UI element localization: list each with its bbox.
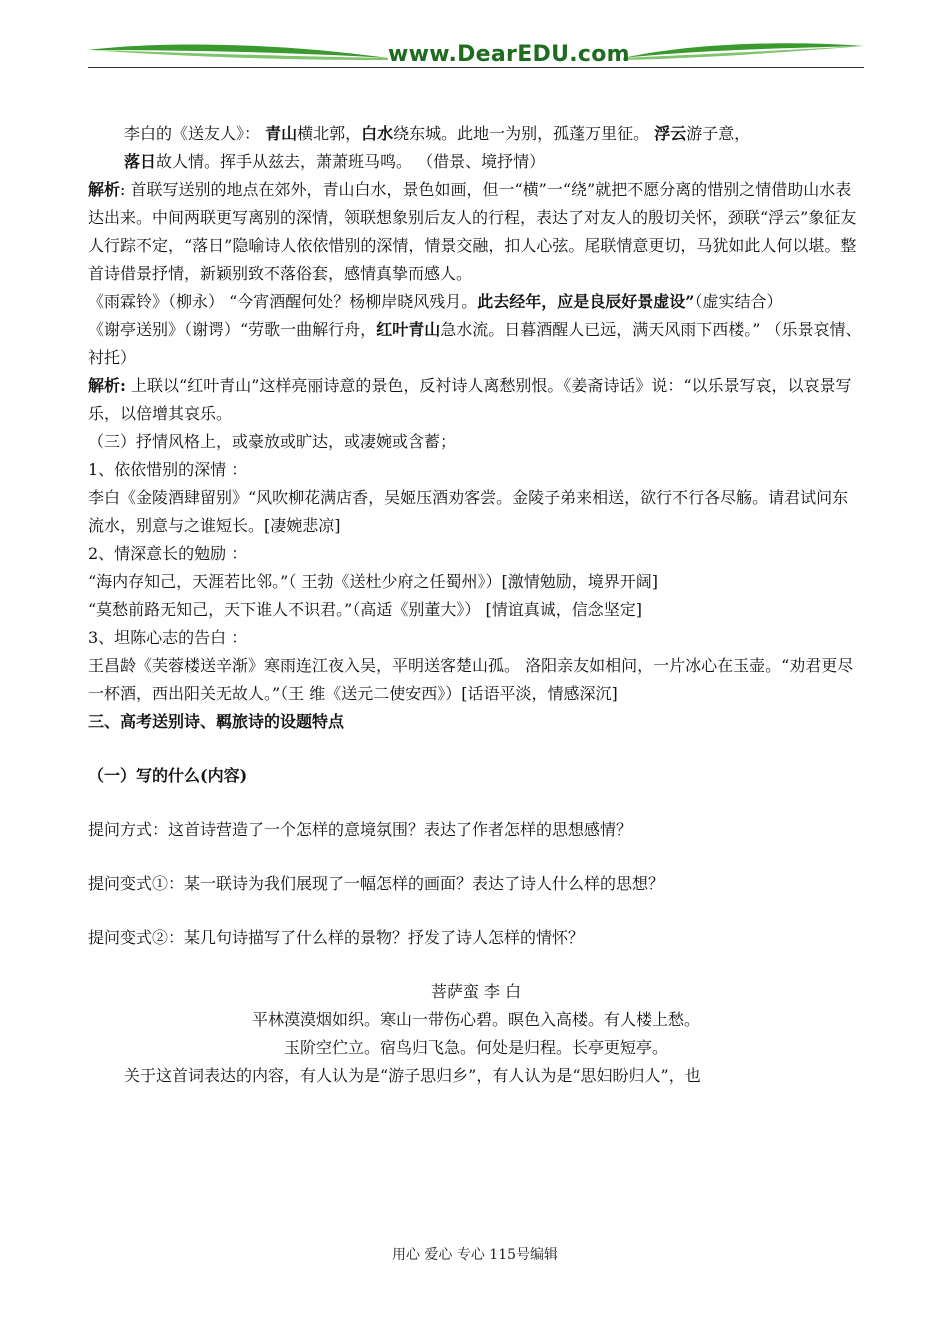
poem-emphasis: 此去经年，应是良辰好景虚设” [477, 292, 695, 311]
poem-text: 急水流。日暮酒醒人已远，满天风雨下西楼。” （乐景哀情、衬托） [88, 320, 862, 367]
question-3: 提问变式②：某几句诗描写了什么样的景物？抒发了诗人怎样的情怀？ [88, 928, 585, 947]
poem-text: （虚实结合） [694, 292, 783, 311]
poem-text: 《谢亭送别》（谢谔）“劳歌一曲解行舟， [88, 320, 377, 339]
section-3-heading: （三）抒情风格上，或豪放或旷达，或凄婉或含蓄； [88, 432, 457, 451]
poem-title: 菩萨蛮 李 白 [430, 982, 522, 1001]
question-2: 提问变式①：某一联诗为我们展现了一幅怎样的画面？表达了诗人什么样的思想？ [88, 874, 665, 893]
item-1-title: 1、依依惜别的深情 ： [88, 460, 248, 479]
poem-emphasis: 青山 [265, 124, 298, 143]
poem-emphasis: 白水 [361, 124, 394, 143]
analysis-text: 上联以“红叶青山”这样亮丽诗意的景色，反衬诗人离愁别恨。《姜斋诗话》说：“以乐景写哀，以哀景写乐，以倍增其哀乐。 [88, 376, 852, 423]
poem-text: 《雨霖铃》（柳永） “今宵酒醒何处？杨柳岸晓风残月。 [88, 292, 478, 311]
site-logo[interactable]: www.DearEDU.com [388, 42, 630, 67]
poem-emphasis: 落日 [124, 152, 157, 171]
poem-emphasis: 红叶青山 [376, 320, 441, 339]
subheading-1: （一）写的什么(内容) [88, 766, 248, 785]
poem-text: 绕东城。此地一为别，孤蓬万里征。 [393, 124, 655, 143]
poem-songyouren [88, 120, 864, 176]
item-2-line-2: “莫愁前路无知己，天下谁人不识君。”（高适《别董大》） [情谊真诚，信念坚定] [88, 600, 642, 619]
poem-text: 李白的《送友人》： [124, 124, 266, 143]
item-2-line-1: “海内存知己，天涯若比邻。”（ 王勃《送杜少府之任蜀州》）[激情勉励，境界开阔] [88, 572, 658, 591]
analysis-paragraph-2 [88, 372, 864, 428]
item-1-text: 李白《金陵酒肆留别》“风吹柳花满店香，吴姬压酒劝客尝。金陵子弟来相送，欲行不行各尽觞。请君试问东流水，别意与之谁短长。[凄婉悲凉] [88, 488, 849, 535]
yulinling-paragraph [88, 288, 864, 316]
page-header [88, 38, 864, 74]
analysis-label: 解析 [88, 180, 121, 199]
analysis-paragraph-1 [88, 176, 864, 288]
header-rule [88, 67, 864, 68]
document-body [88, 120, 864, 1090]
page-footer: 用心 爱心 专心 115号编辑 [391, 1247, 559, 1263]
item-2-title: 2、情深意长的勉励 ： [88, 544, 248, 563]
analysis-text: : 首联写送别的地点在郊外，青山白水，景色如画，但一“横”一“绕”就把不愿分离的惜别之情借助山水表达出来。中间两联更写离别的深情，领联想象别后友人的行程，表达了对友人的殷切关怀，颈联“浮云”象征友人行踪不定，“落日”隐喻诗人依依惜别的深情，情景交融，扣人心弦。尾联情意更切，马犹如此人何以堪。整首诗借景抒情，新颖别致不落俗套，感情真挚而感人。 [88, 180, 857, 283]
poem-text: 游子意， [686, 124, 751, 143]
analysis-label: 解析: [88, 376, 126, 395]
closing-line: 关于这首词表达的内容，有人认为是“游子思归乡”，有人认为是“思妇盼归人”，也 [124, 1066, 701, 1085]
xieting-paragraph [88, 316, 864, 372]
question-1: 提问方式：这首诗营造了一个怎样的意境氛围？表达了作者怎样的思想感情？ [88, 820, 633, 839]
poem-emphasis: 浮云 [654, 124, 687, 143]
poem-line-1: 平林漠漠烟如织。寒山一带伤心碧。暝色入高楼。有人楼上愁。 [251, 1010, 700, 1029]
item-3-text: 王昌龄《芙蓉楼送辛渐》寒雨连江夜入吴，平明送客楚山孤。 洛阳亲友如相问，一片冰心在玉壶。“劝君更尽一杯酒，西出阳关无故人。”（王 维《送元二使安西》）[话语平淡，情感深沉] [88, 656, 854, 703]
poem-text: 故人情。挥手从兹去，萧萧班马鸣。 （借景、境抒情） [156, 152, 546, 171]
heading-3: 三、高考送别诗、羁旅诗的设题特点 [88, 712, 345, 731]
poem-line-2: 玉阶空伫立。宿鸟归飞急。何处是归程。长亭更短亭。 [283, 1038, 668, 1057]
poem-text: 横北郭， [297, 124, 362, 143]
item-3-title: 3、坦陈心志的告白 ： [88, 628, 248, 647]
